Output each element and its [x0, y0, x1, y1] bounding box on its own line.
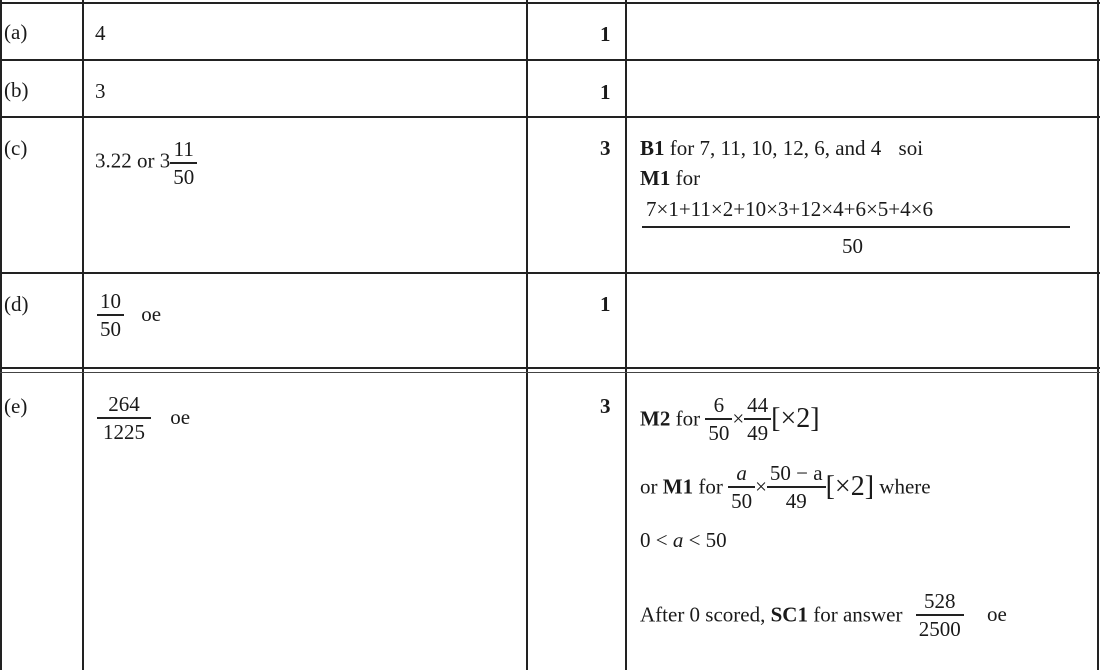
fraction-denominator: 50: [100, 316, 121, 341]
mark-code: M1: [640, 166, 671, 190]
fraction-denominator: 50: [731, 488, 753, 513]
part-label: (b): [4, 78, 29, 102]
mark-code: M2: [640, 406, 671, 431]
fraction-bar: [916, 614, 964, 616]
row-divider: [0, 367, 1100, 369]
answer-fraction: [97, 393, 151, 443]
guidance-text: for answer: [813, 602, 903, 627]
condition-lower: 0 <: [640, 528, 668, 552]
mark-value: 1: [600, 22, 611, 46]
fraction-bar: [705, 418, 732, 420]
fraction-bar: [97, 417, 151, 419]
multiplier-bracket: [×2]: [771, 402, 820, 434]
multiplier-bracket: [×2]: [825, 470, 875, 502]
times-sign: ×: [732, 406, 745, 431]
probability-fraction: [728, 462, 755, 512]
guidance-text: for: [675, 166, 701, 190]
mean-expression-denominator: 50: [842, 234, 863, 258]
answer-value: 4: [95, 21, 106, 45]
fraction-numerator: 44: [747, 393, 769, 417]
guidance-m1: [640, 168, 700, 189]
answer-fraction: [170, 138, 197, 188]
guidance-text: or: [640, 474, 658, 499]
guidance-m1: [640, 462, 931, 512]
guidance-text: for 7, 11, 10, 12, 6, and 4: [669, 136, 882, 160]
answer-value: [95, 138, 197, 188]
fraction-bar: [744, 418, 771, 420]
column-divider: [1097, 0, 1099, 670]
fraction-denominator: 1225: [103, 419, 145, 444]
column-divider: [0, 0, 2, 670]
answer-value: [97, 290, 161, 340]
condition-upper: < 50: [688, 528, 727, 552]
part-label: (d): [4, 292, 29, 316]
fraction-numerator: 10: [100, 289, 121, 313]
probability-fraction: [767, 462, 826, 512]
mark-value: 1: [600, 292, 611, 316]
row-divider: [0, 59, 1100, 61]
row-divider: [0, 272, 1100, 274]
fraction-numerator: 6: [713, 393, 725, 417]
part-label: (c): [4, 136, 28, 160]
mark-value: 3: [600, 136, 611, 160]
mark-value: 3: [600, 394, 611, 418]
mark-code: B1: [640, 136, 665, 160]
fraction-denominator: 49: [747, 420, 769, 445]
guidance-text: for: [675, 406, 701, 431]
fraction-denominator: 50: [708, 420, 730, 445]
fraction-numerator: 50 − a: [769, 461, 823, 485]
answer-oe: oe: [170, 405, 191, 430]
probability-fraction: [744, 394, 771, 444]
guidance-condition: [640, 530, 727, 551]
guidance-text: where: [879, 474, 931, 499]
fraction-numerator: a: [736, 461, 747, 485]
guidance-text: for: [698, 474, 723, 499]
row-divider: [0, 372, 1100, 373]
column-divider: [82, 0, 84, 670]
condition-variable: a: [672, 528, 684, 552]
answer-fraction: [916, 590, 964, 640]
column-divider: [526, 0, 528, 670]
column-divider: [625, 0, 627, 670]
part-label: (e): [4, 394, 28, 418]
probability-fraction: [705, 394, 732, 444]
fraction-bar: [97, 314, 124, 316]
mean-expression-numerator: 7×1+11×2+10×3+12×4+6×5+4×6: [646, 197, 933, 221]
answer-fraction: [97, 290, 124, 340]
row-divider: [0, 116, 1100, 118]
guidance-m2: [640, 394, 820, 444]
guidance-soi: soi: [898, 136, 924, 160]
fraction-bar: [767, 486, 826, 488]
mark-value: 1: [600, 80, 611, 104]
guidance-sc1: [640, 590, 1007, 640]
guidance-b1: [640, 138, 923, 159]
fraction-numerator: 264: [108, 392, 140, 416]
fraction-denominator: 49: [785, 488, 807, 513]
answer-value: 3: [95, 79, 106, 103]
times-sign: ×: [755, 474, 767, 499]
row-divider: [0, 2, 1100, 4]
fraction-numerator: 11: [173, 137, 194, 161]
fraction-denominator: 2500: [918, 616, 961, 641]
part-label: (a): [4, 20, 28, 44]
mark-code: SC1: [770, 602, 808, 627]
answer-oe: oe: [141, 302, 162, 327]
fraction-bar: [170, 162, 197, 164]
answer-prefix: 3.22 or 3: [95, 148, 171, 173]
answer-oe: oe: [986, 602, 1007, 627]
fraction-bar: [642, 226, 1070, 228]
guidance-text: After 0 scored,: [640, 602, 766, 627]
fraction-bar: [728, 486, 755, 488]
answer-value: [97, 393, 190, 443]
fraction-denominator: 50: [173, 164, 195, 189]
mark-code: M1: [662, 474, 694, 499]
fraction-numerator: 528: [923, 589, 956, 613]
